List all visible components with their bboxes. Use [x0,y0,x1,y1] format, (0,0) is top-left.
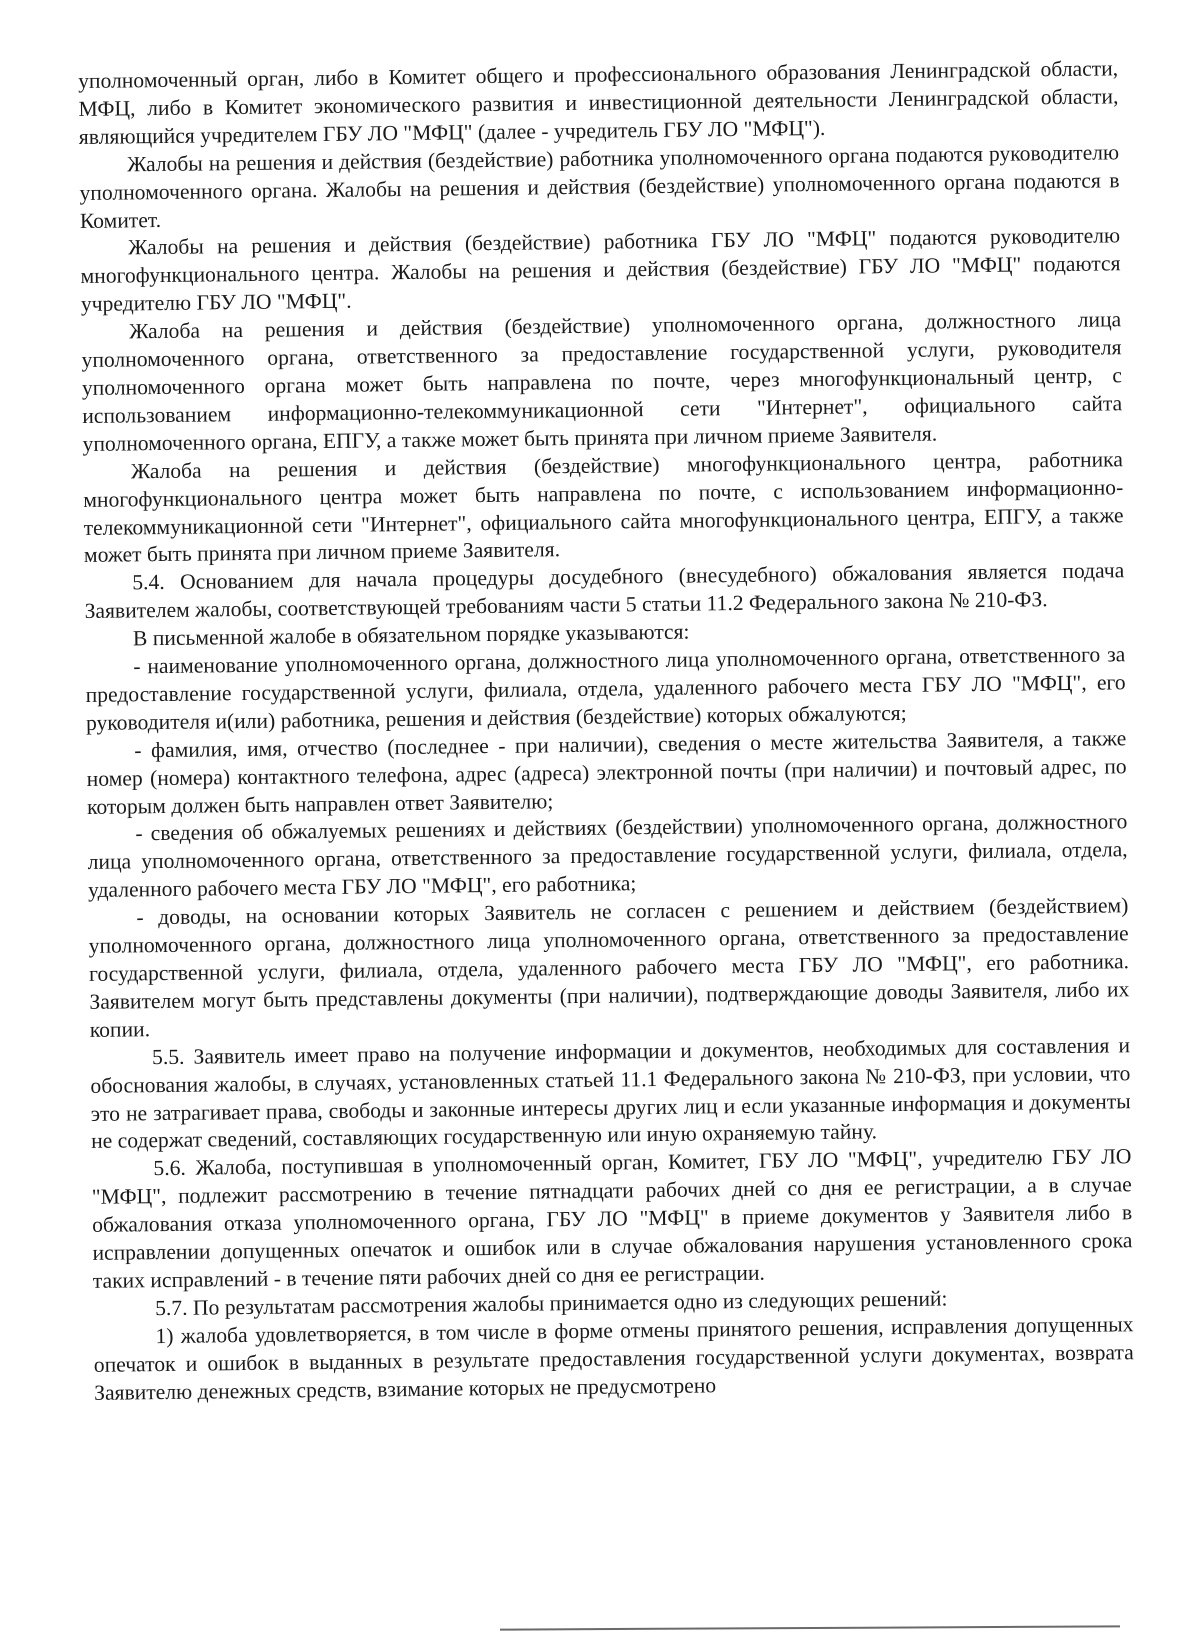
paragraph-section-5-7: 5.7. По результатам рассмотрения жалобы принимается одно из следующих решений: [155,1286,948,1321]
paragraph-section-5-6: 5.6. Жалоба, поступившая в уполномоченный орган, Комитет, ГБУ ЛО "МФЦ", учредителю ГБУ ЛО "МФЦ", подлежит рассмотрению в течение пятнадцати рабочих дней со дня ее регистрации, а в случае обжалования отказа уполномоченного органа, ГБУ ЛО "МФЦ" в приеме документов у Заявителя либо в исправлении допущенных опечаток и ошибок или в случае обжалования нарушения установленного срока таких исправлений - в течение пяти рабочих дней со дня ее регистрации. [91,1144,1133,1293]
list-item-appealed-decisions: - сведения об обжалуемых решениях и действиях (бездействии) уполномоченного органа, должностного лица уполномоченного органа, ответственного за предоставление государственной услуги, филиала, отдела, удаленного рабочего места ГБУ ЛО "МФЦ", его работника; [87,809,1128,903]
paragraph-complaint-mfc-channels: Жалоба на решения и действия (бездействие) многофункционального центра, работника многофункционального центра может быть направлена по почте, с использованием информационно-телекоммуникационной сети "Интернет", официального сайта многофункционального центра, ЕПГУ, а также может быть принята при личном приеме Заявителя. [83,446,1124,568]
paragraph-complaint-authority-worker: Жалобы на решения и действия (бездействие) работника уполномоченного органа подаются руководителю уполномоченного органа. Жалобы на решения и действия (бездействие) уполномоченного органа подаются в Комитет. [79,140,1120,233]
paragraph-complaint-recipients: уполномоченный орган, либо в Комитет общего и профессионального образования Ленинградской области, МФЦ, либо в Комитет экономического развития и инвестиционной деятельности Ленинградской области, являющийся учредителем ГБУ ЛО "МФЦ" (далее - учредитель ГБУ ЛО "МФЦ"). [78,56,1119,149]
document-page [78,55,1134,1407]
footer-divider [500,1625,1120,1630]
paragraph-complaint-mfc-worker: Жалобы на решения и действия (бездействие) работника ГБУ ЛО "МФЦ" подаются руководителю многофункционального центра. Жалобы на решения и действия (бездействие) ГБУ ЛО "МФЦ" подаются учредителю ГБУ ЛО "МФЦ". [80,223,1121,317]
paragraph-section-5-4: 5.4. Основанием для начала процедуры досудебного (внесудебного) обжалования является подача Заявителем жалобы, соответствующей требованиям части 5 статьи 11.2 Федерального закона № 210-ФЗ. [84,558,1125,624]
paragraph-written-complaint-intro: В письменной жалобе в обязательном порядке указываются: [132,619,690,651]
list-item-arguments: - доводы, на основании которых Заявитель не согласен с решением и действием (бездействием) уполномоченного органа, должностного лица уполномоченного органа, ответственного за предоставление государственной услуги, филиала, отдела, удаленного рабочего места ГБУ ЛО "МФЦ", его работника. Заявителем могут быть представлены документы (при наличии), подтверждающие доводы Заявителя, либо их копии. [88,893,1130,1042]
list-item-decision-1: 1) жалоба удовлетворяется, в том числе в форме отмены принятого решения, исправления допущенных опечаток и ошибок в выданных в результате предоставления государственной услуги документах, возврата Заявителю денежных средств, взимание которых не предусмотрено [93,1311,1134,1405]
paragraph-section-5-5: 5.5. Заявитель имеет право на получение информации и документов, необходимых для составления и обоснования жалобы, в случаях, установленных статьей 11.1 Федерального закона № 210-ФЗ, при условии, что это не затрагивает права, свободы и законные интересы других лиц и если указанные информация и документы не содержат сведений, составляющих государственную или иную охраняемую тайну. [90,1032,1131,1154]
list-item-authority-name: - наименование уполномоченного органа, должностного лица уполномоченного органа, ответственного за предоставление государственной услуги, филиала, отдела, удаленного рабочего места ГБУ ЛО "МФЦ", его руководителя и(или) работника, решения и действия (бездействие) которых обжалуются; [85,642,1126,735]
list-item-applicant-details: - фамилия, имя, отчество (последнее - при наличии), сведения о месте жительства Заявителя, а также номер (номера) контактного телефона, адрес (адреса) электронной почты (при наличии) и почтовый адрес, по которым должен быть направлен ответ Заявителю; [86,725,1127,819]
paragraph-complaint-authority-channels: Жалоба на решения и действия (бездействие) уполномоченного органа, должностного лица уполномоченного органа, ответственного за предоставление государственной услуги, руководителя уполномоченного органа может быть направлена по почте, через многофункциональный центр, с использованием информационно-телекоммуникационной сети "Интернет", официального сайта уполномоченного органа, ЕПГУ, а также может быть принята при личном приеме Заявителя. [81,307,1123,456]
